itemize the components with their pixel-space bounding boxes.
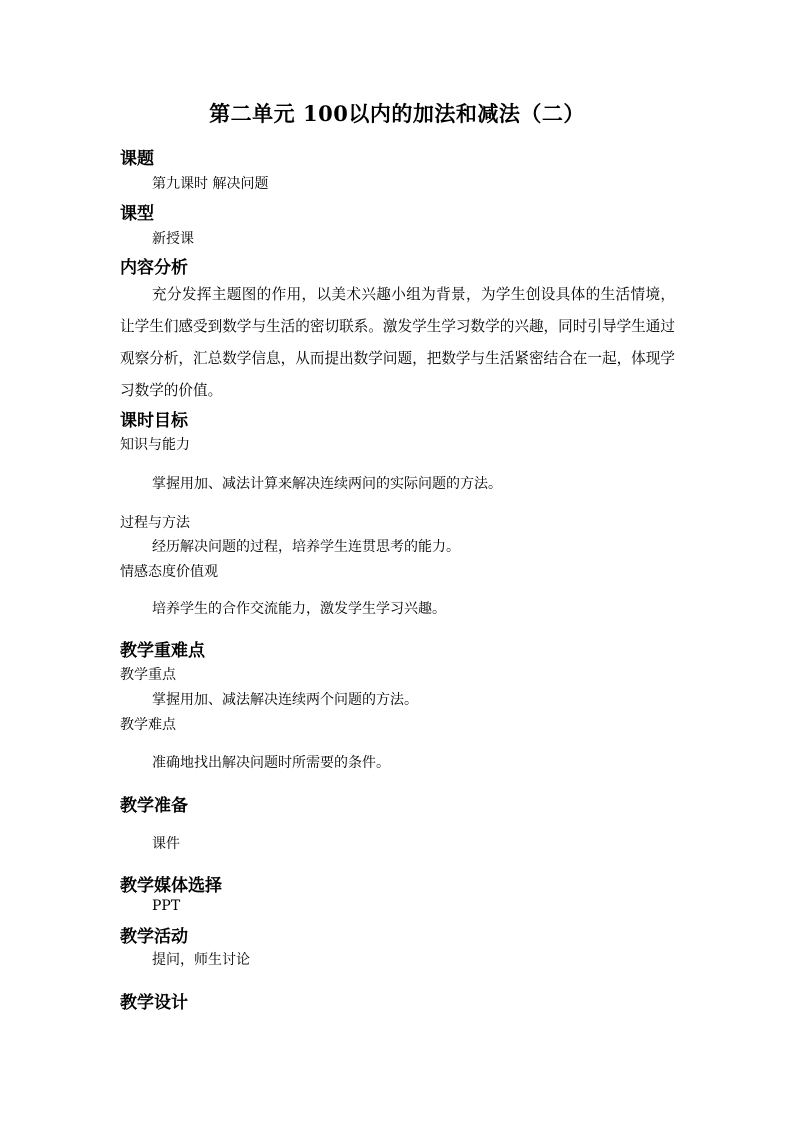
key-focus-text: 掌握用加、减法解决连续两个问题的方法。 <box>152 692 418 708</box>
lesson-topic-value: 第九课时 解决问题 <box>152 176 269 192</box>
key-focus-label: 教学重点 <box>120 667 176 683</box>
objective-knowledge-label: 知识与能力 <box>120 437 190 453</box>
heading-design: 教学设计 <box>120 993 188 1013</box>
heading-lesson-type: 课型 <box>120 204 154 224</box>
key-difficulty-label: 教学难点 <box>120 717 176 733</box>
key-difficulty-text: 准确地找出解决问题时所需要的条件。 <box>152 755 390 771</box>
heading-content-analysis: 内容分析 <box>120 258 188 278</box>
objective-attitude-text: 培养学生的合作交流能力，激发学生学习兴趣。 <box>152 601 446 617</box>
content-analysis-paragraph: 充分发挥主题图的作用，以美术兴趣小组为背景，为学生创设具体的生活情境，让学生们感受到数学与生活的密切联系。激发学生学习数学的兴趣，同时引导学生通过观察分析，汇总数学信息，从而提出数学问题，把数学与生活紧密结合在一起，体现学习数学的价值。 <box>120 286 675 399</box>
heading-preparation: 教学准备 <box>120 796 188 816</box>
heading-objectives: 课时目标 <box>120 411 188 431</box>
heading-media: 教学媒体选择 <box>120 876 222 896</box>
document-title: 第二单元 100以内的加法和减法（二） <box>209 101 585 126</box>
lesson-type-value: 新授课 <box>152 231 194 247</box>
activity-value: 提问，师生讨论 <box>152 952 250 968</box>
objective-process-text: 经历解决问题的过程，培养学生连贯思考的能力。 <box>152 539 460 555</box>
objective-process-label: 过程与方法 <box>120 515 190 531</box>
preparation-value: 课件 <box>152 836 180 852</box>
heading-key-points: 教学重难点 <box>120 641 205 661</box>
heading-lesson-topic: 课题 <box>120 149 154 169</box>
objective-attitude-label: 情感态度价值观 <box>120 564 218 580</box>
heading-activity: 教学活动 <box>120 927 188 947</box>
media-value: PPT <box>152 898 181 914</box>
objective-knowledge-text: 掌握用加、减法计算来解决连续两问的实际问题的方法。 <box>152 476 502 492</box>
